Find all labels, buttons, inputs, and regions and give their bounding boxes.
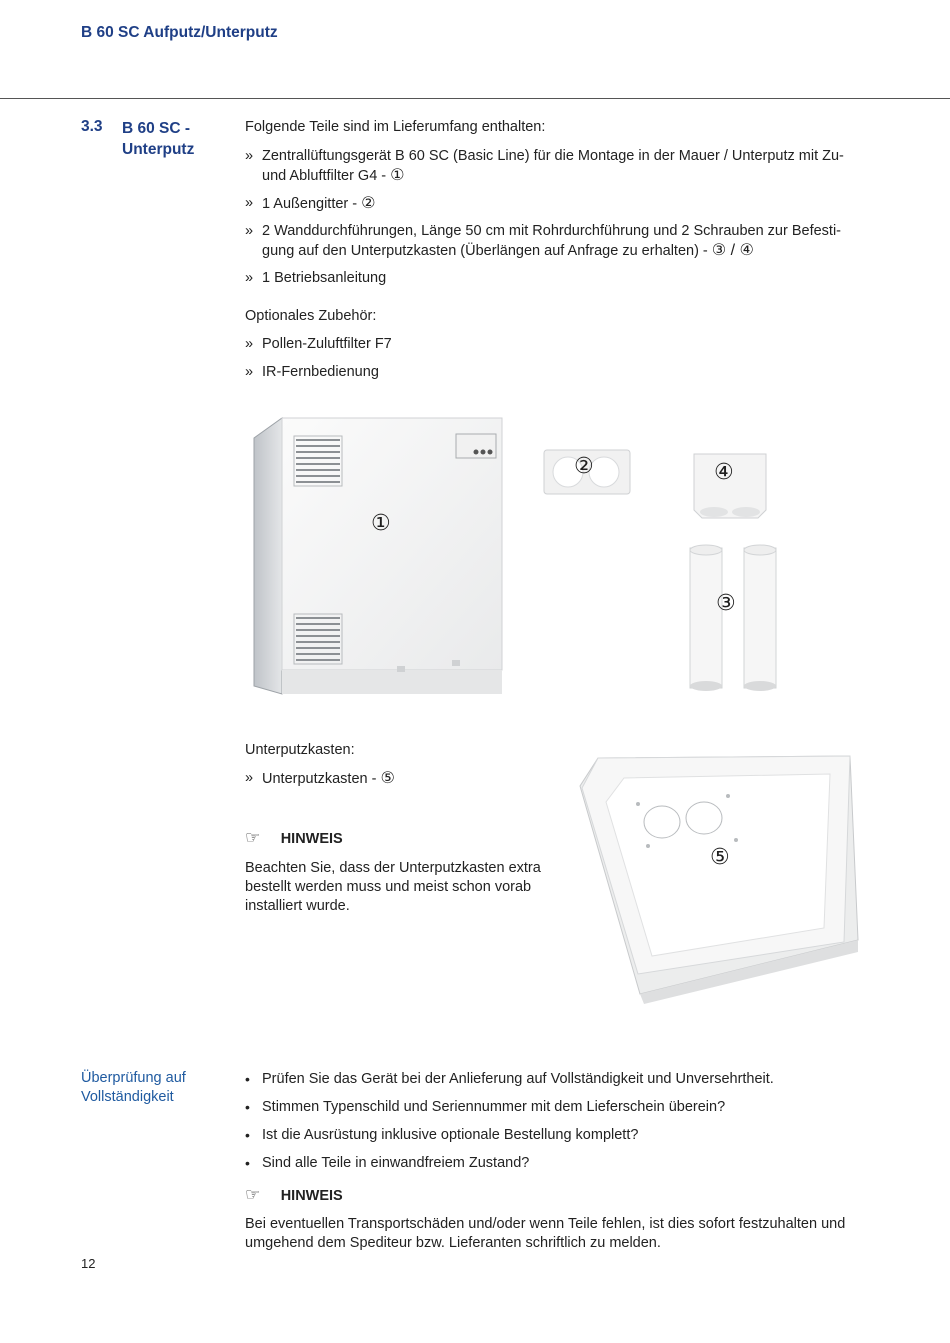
bullet-dot: • <box>245 1071 250 1087</box>
optional-item-text: Pollen-Zuluftfilter F7 <box>262 336 392 352</box>
flush-box-figure <box>568 752 868 1004</box>
delivery-item-text: 1 Betriebsanleitung <box>262 270 387 286</box>
ventilation-unit-figure <box>252 416 504 696</box>
bullet-dot: • <box>245 1127 250 1143</box>
figure-label-pipes: ③ <box>716 590 736 615</box>
raquo-mark: » <box>245 270 254 286</box>
section-number: 3.3 <box>81 118 103 135</box>
hint-label: HINWEIS <box>280 831 343 847</box>
check-item-2 <box>245 1098 875 1117</box>
hint-heading <box>245 1185 343 1205</box>
delivery-item-1 <box>245 147 865 186</box>
header-divider <box>0 98 950 99</box>
delivery-intro: Folgende Teile sind im Lieferumfang enthalten: <box>245 119 546 135</box>
hint-label: HINWEIS <box>280 1188 343 1204</box>
check-item-3 <box>245 1126 875 1145</box>
hint-heading <box>245 828 343 848</box>
check-item-text: Ist die Ausrüstung inklusive optionale Bestellung komplett? <box>262 1127 639 1143</box>
raquo-mark: » <box>245 223 254 239</box>
delivery-item-text: 2 Wanddurchführungen, Länge 50 cm mit Rohrdurchführung und 2 Schrauben zur Befesti-gung auf den Unterputzkasten (Überlängen auf Anfrage zu erhalten) - <box>262 223 842 259</box>
delivery-item-4 <box>245 269 865 288</box>
bullet-dot: • <box>245 1155 250 1171</box>
delivery-item-3 <box>245 222 865 261</box>
optional-item-text: IR-Fernbedienung <box>262 364 379 380</box>
unterputz-intro: Unterputzkasten: <box>245 742 355 758</box>
check-item-text: Prüfen Sie das Gerät bei der Anlieferung auf Vollständigkeit und Unversehrtheit. <box>262 1071 774 1087</box>
check-item-1 <box>245 1070 875 1089</box>
check-item-text: Stimmen Typenschild und Seriennummer mit dem Lieferschein überein? <box>262 1099 726 1115</box>
optional-item-2 <box>245 363 379 382</box>
wall-ducts-figure <box>688 542 784 694</box>
delivery-item-text: 1 Außengitter - <box>262 196 362 212</box>
delivery-item-text: Zentrallüftungsgerät B 60 SC (Basic Line) für die Montage in der Mauer / Unterputz mit Zu- und Abluftfilter G4 - <box>262 148 844 184</box>
hint-text: Beachten Sie, dass der Unterputzkasten extra bestellt werden muss und meist schon vorab installiert wurde. <box>245 860 541 914</box>
figure-label-box: ⑤ <box>710 844 730 869</box>
unterputz-item <box>245 769 395 789</box>
unterputz-item-text: Unterputzkasten - <box>262 771 381 787</box>
header-title: B 60 SC Aufputz/Unterputz <box>81 24 278 41</box>
raquo-mark: » <box>245 148 254 164</box>
ref-label: ① <box>390 167 405 184</box>
raquo-mark: » <box>245 195 254 211</box>
optional-item-1 <box>245 335 392 354</box>
ref-label: ② <box>361 195 376 212</box>
side-label-check: Überprüfung auf Vollständigkeit <box>81 1070 186 1105</box>
ref-label: ⑤ <box>380 770 395 787</box>
hint-text: Bei eventuellen Transportschäden und/oder wenn Teile fehlen, ist dies sofort festzuhalten und umgehend dem Spediteur bzw. Lieferanten schriftlich zu melden. <box>245 1216 846 1251</box>
raquo-mark: » <box>245 770 254 786</box>
check-item-4 <box>245 1154 875 1173</box>
figure-label-unit: ① <box>371 510 391 535</box>
ref-label: ③ / ④ <box>711 242 754 259</box>
pointing-hand-icon: ☞ <box>245 828 261 847</box>
page-number: 12 <box>81 1256 96 1271</box>
bullet-dot: • <box>245 1099 250 1115</box>
check-item-text: Sind alle Teile in einwandfreiem Zustand? <box>262 1155 530 1171</box>
section-title: B 60 SC - Unterputz <box>122 120 195 158</box>
raquo-mark: » <box>245 336 254 352</box>
optional-intro: Optionales Zubehör: <box>245 308 377 324</box>
figure-label-grille: ② <box>574 453 594 478</box>
raquo-mark: » <box>245 364 254 380</box>
delivery-item-2 <box>245 194 865 214</box>
figure-label-adapter: ④ <box>714 459 734 484</box>
pointing-hand-icon: ☞ <box>245 1185 261 1204</box>
